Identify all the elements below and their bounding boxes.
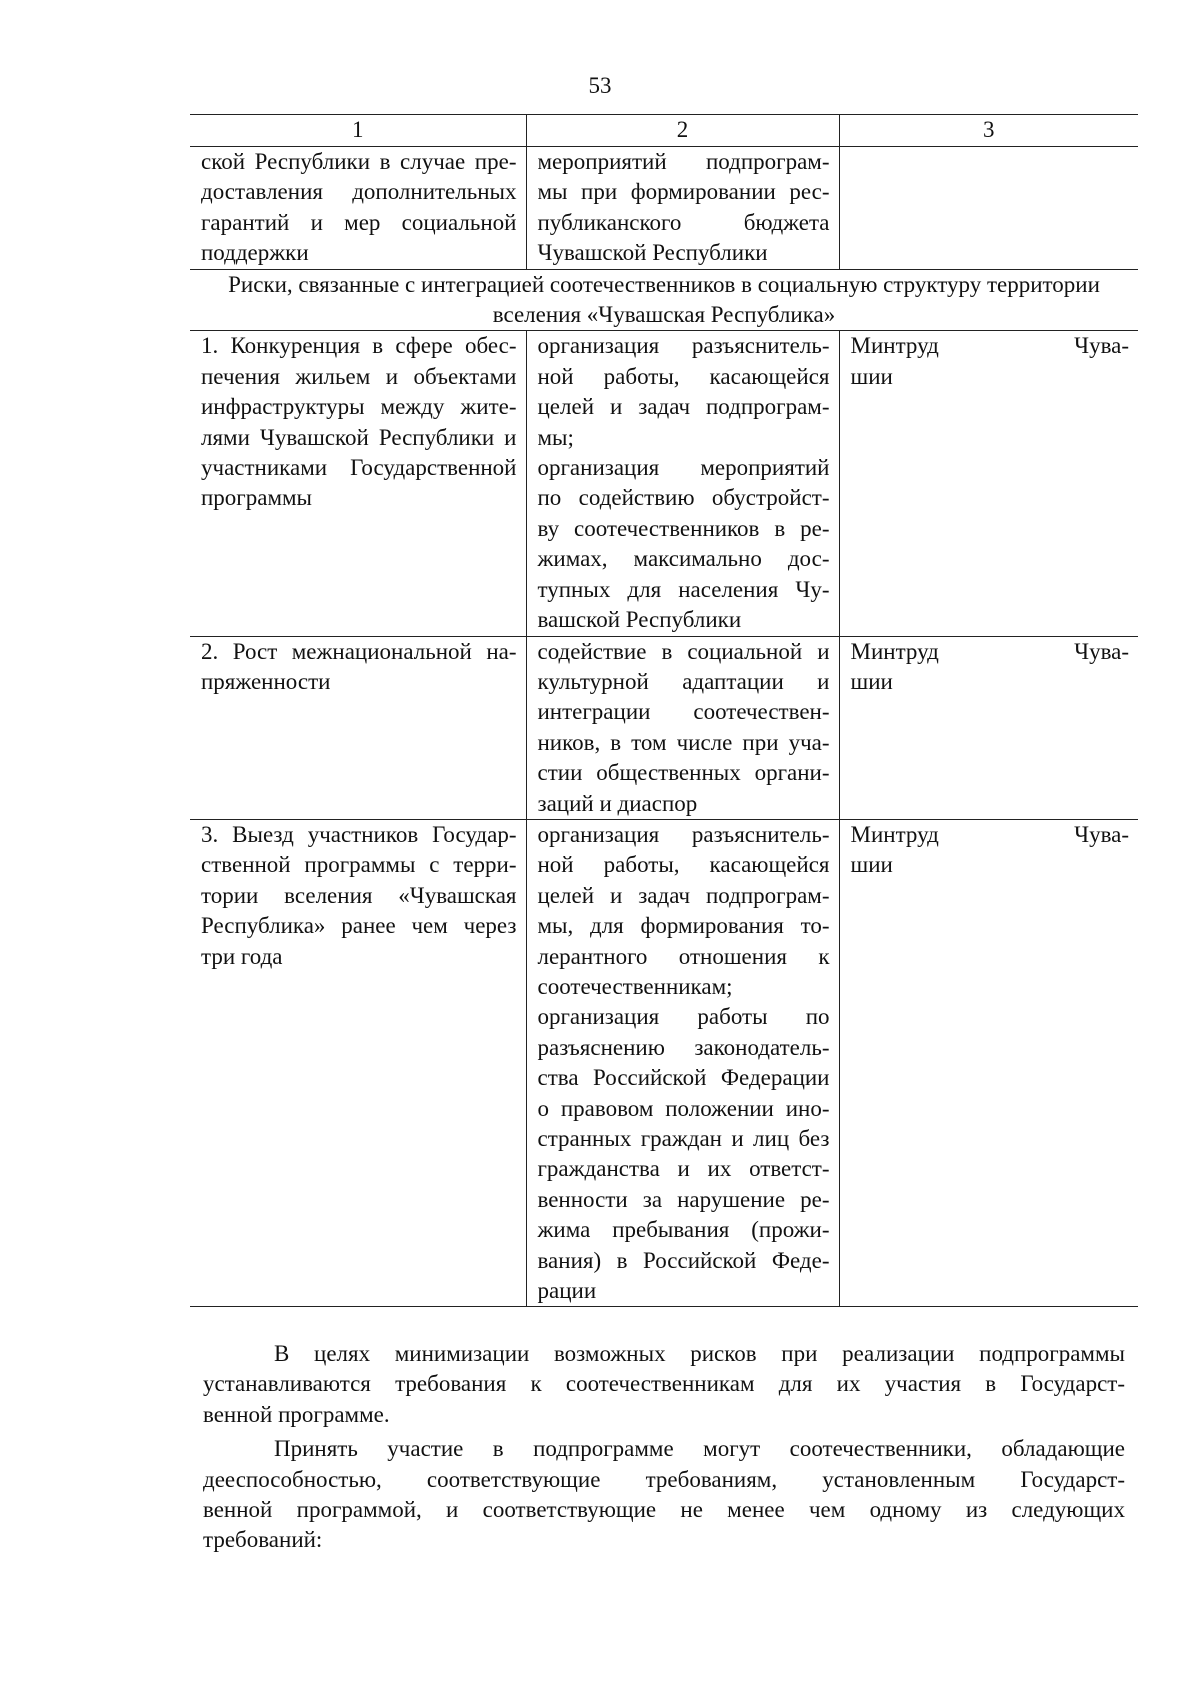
cell-line: интеграции соотечествен- [537,699,830,725]
cell-line: поддержки [201,240,309,266]
table-cell [526,147,839,270]
section-heading [190,269,1138,331]
cell-line: мы, для формирования то- [537,913,830,939]
cell-line: культурной адаптации и [537,668,830,694]
cell-line: Республика» ранее чем через [201,913,517,939]
cell-line: целей и задач подпрограм- [537,394,830,420]
risk-cell [190,636,526,819]
cell-line: лерантного отношения к [537,943,830,969]
paragraph-line: венной программе. [203,1401,390,1427]
cell-line: содействие в социальной и [537,638,830,664]
table-row [190,331,1138,636]
cell-line: соотечественникам; [537,973,733,999]
cell-line: жимах, максимально дос- [537,546,830,572]
cell-line: мероприятий подпрограм- [537,149,830,174]
cell-line: организация мероприятий [537,455,830,481]
section-heading-line: территории вселения «Чувашская Республика» [492,271,1100,328]
paragraph-line: требований: [203,1527,323,1553]
cell-line: рации [537,1278,597,1304]
cell-line: о правовом положении ино- [537,1095,830,1121]
cell-line: вания) в Российской Феде- [537,1247,830,1273]
column-header: 3 [839,115,1138,147]
cell-line: 1. Конкуренция в сфере обес- [201,333,517,359]
paragraph-line: Принять участие в подпрограмме могут соотечественники, обладающие [274,1436,1125,1462]
cell-line: заций и диаспор [537,790,698,816]
paragraph [203,1434,1125,1556]
cell-line: публиканского бюджета [537,209,830,235]
cell-line: разъяснению законодатель- [537,1034,830,1060]
cell-line: организация работы по [537,1004,830,1030]
cell-line: доставления дополнительных [201,179,517,205]
cell-line: шии [850,668,893,694]
page-number: 53 [588,73,612,98]
cell-line: ства Российской Федерации [537,1065,830,1091]
cell-line: ву соотечественников в ре- [537,515,830,541]
section-heading-row [190,269,1138,331]
risk-table [190,114,1138,1307]
cell-line: пряженности [201,668,331,694]
measures-cell [526,636,839,819]
body-text [203,1339,1125,1560]
cell-line: шии [850,363,893,389]
paragraph [203,1339,1125,1430]
cell-line: по содействию обустройст- [537,485,830,511]
paragraph-line: В целях минимизации возможных рисков при реализации подпрограммы [274,1341,1125,1366]
measures-cell [526,331,839,636]
cell-line: Чувашской Республики [537,240,768,266]
cell-line: инфраструктуры между жите- [201,394,517,420]
column-header: 1 [190,115,526,147]
cell-line: организация разъяснитель- [537,333,830,359]
measures-cell [526,819,839,1307]
table-cell [839,147,1138,270]
cell-line: 3. Выезд участников Государ- [201,821,517,847]
risk-cell [190,331,526,636]
risk-cell [190,819,526,1307]
cell-line: гражданства и их ответст- [537,1156,830,1182]
cell-line: лями Чувашской Республики и [201,424,517,450]
section-heading-line: Риски, связанные с интеграцией соотечественников в социальную структуру [228,271,982,297]
cell-line: Минтруд Чува- [850,821,1129,847]
cell-line: стии общественных органи- [537,760,830,786]
cell-line: мы при формировании рес- [537,179,830,205]
table-header-row [190,115,1138,147]
cell-line: венности за нарушение ре- [537,1186,830,1212]
cell-line: вашской Республики [537,607,742,633]
paragraph-line: венной программой, и соответствующие не менее чем одному из следующих [203,1497,1125,1523]
cell-line: Минтруд Чува- [850,333,1129,359]
cell-line: тории вселения «Чувашская [201,882,517,908]
cell-line: ников, в том числе при уча- [537,729,830,755]
cell-line: печения жильем и объектами [201,363,517,389]
cell-line: ной работы, касающейся [537,363,830,389]
cell-line: тупных для населения Чу- [537,576,830,602]
responsible-cell [839,636,1138,819]
paragraph-line: устанавливаются требования к соотечественникам для их участия в Государст- [203,1371,1125,1397]
cell-line: Минтруд Чува- [850,638,1129,664]
cell-line: мы; [537,424,574,450]
table-row [190,147,1138,270]
cell-line: гарантий и мер социальной [201,209,517,235]
cell-line: 2. Рост межнациональной на- [201,638,517,664]
cell-line: ной работы, касающейся [537,852,830,878]
table-row [190,819,1138,1307]
responsible-cell [839,331,1138,636]
cell-line: шии [850,852,893,878]
table-cell [190,147,526,270]
responsible-cell [839,819,1138,1307]
column-header: 2 [526,115,839,147]
cell-line: странных граждан и лиц без [537,1126,830,1151]
cell-line: жима пребывания (прожи- [537,1217,830,1243]
cell-line: целей и задач подпрограм- [537,882,830,908]
cell-line: три года [201,943,283,969]
paragraph-line: дееспособностью, соответствующие требованиям, установленным Государст- [203,1466,1125,1492]
cell-line: программы [201,485,313,511]
table-row [190,636,1138,819]
cell-line: ской Республики в случае пре- [201,149,517,174]
cell-line: организация разъяснитель- [537,821,830,847]
cell-line: участниками Государственной [201,455,517,481]
cell-line: ственной программы с терри- [201,852,517,878]
